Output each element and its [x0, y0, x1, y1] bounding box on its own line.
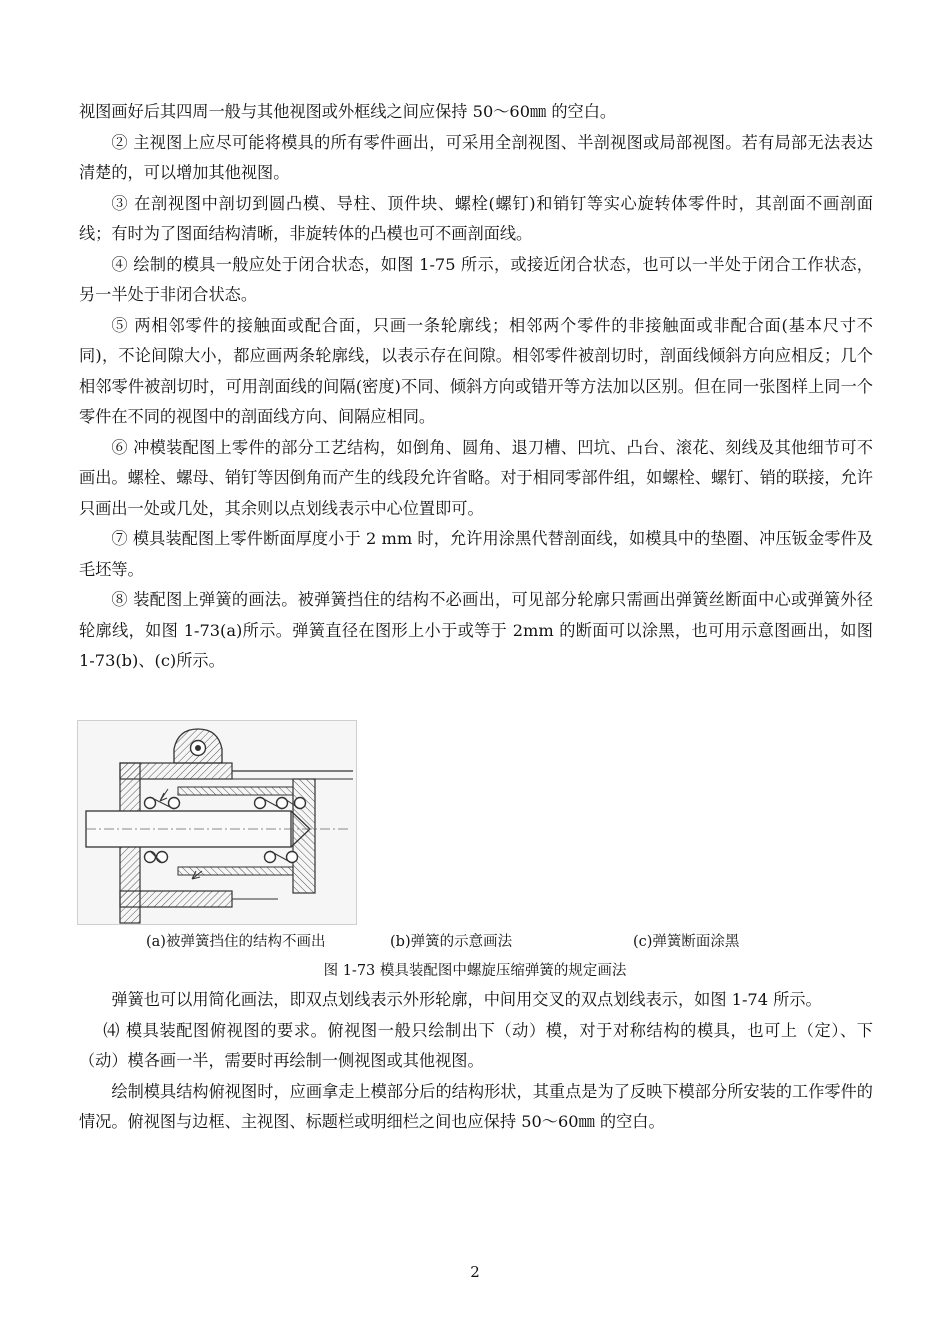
paragraph: 视图画好后其四周一般与其他视图或外框线之间应保持 50～60㎜ 的空白。 [79, 102, 617, 121]
figure-subcaptions [0, 930, 950, 954]
paragraph-section-4: ⑷ 模具装配图俯视图的要求。俯视图一般只绘制出下（动）模，对于对称结构的模具，也可上（定）、下（动）模各画一半，需要时再绘制一侧视图或其他视图。 [79, 1020, 873, 1070]
caption-a: (a)被弹簧挡住的结构不画出 [146, 934, 326, 950]
paragraph-item-5: ⑤ 两相邻零件的接触面或配合面，只画一条轮廓线；相邻两个零件的非接触面或非配合面(基本尺寸不同)，不论间隙大小，都应画两条轮廓线，以表示存在间隙。相邻零件被剖切时，剖面线倾斜方向应相反；几个相邻零件被剖切时，可用剖面线的间隔(密度)不同、倾斜方向或错开等方法加以区别。但在同一张图样上同一个零件在不同的视图中的剖面线方向、间隔应相同。 [79, 315, 873, 426]
paragraph-item-6: ⑥ 冲模装配图上零件的部分工艺结构，如倒角、圆角、退刀槽、凹坑、凸台、滚花、刻线及其他细节可不画出。螺栓、螺母、销钉等因倒角而产生的线段允许省略。对于相同零部件组，如螺栓、螺钉、销的联接，允许只画出一处或几处，其余则以点划线表示中心位置即可。 [79, 437, 873, 518]
paragraph-top-view: 绘制模具结构俯视图时，应画拿走上模部分后的结构形状，其重点是为了反映下模部分所安装的工作零件的情况。俯视图与边框、主视图、标题栏或明细栏之间也应保持 50～60㎜ 的空白。 [79, 1081, 873, 1131]
paragraph-item-4: ④ 绘制的模具一般应处于闭合状态，如图 1-75 所示，或接近闭合状态，也可以一半处于闭合工作状态，另一半处于非闭合状态。 [79, 254, 873, 304]
spring-drawing-figure [77, 720, 357, 925]
page-number: 2 [470, 1263, 480, 1281]
paragraph-item-8: ⑧ 装配图上弹簧的画法。被弹簧挡住的结构不必画出，可见部分轮廓只需画出弹簧丝断面中心或弹簧外径轮廓线，如图 1-73(a)所示。弹簧直径在图形上小于或等于 2mm 的断面可以涂黑，也可用示意图画出，如图 1-73(b)、(c)所示。 [79, 590, 873, 670]
caption-b: (b)弹簧的示意画法 [390, 934, 513, 950]
paragraph-item-3: ③ 在剖视图中剖切到圆凸模、导柱、顶件块、螺栓(螺钉)和销钉等实心旋转体零件时，其剖面不画剖面线；有时为了图面结构清晰，非旋转体的凸模也可不画剖面线。 [79, 193, 873, 243]
body-text-bottom [79, 985, 873, 1138]
caption-c: (c)弹簧断面涂黑 [633, 934, 740, 950]
spring-assembly-illustration [78, 721, 356, 924]
paragraph-spring-simplified: 弹簧也可以用简化画法，即双点划线表示外形轮廓，中间用交叉的双点划线表示，如图 1-74 所示。 [111, 990, 822, 1009]
body-text-top [79, 97, 873, 677]
paragraph-item-7: ⑦ 模具装配图上零件断面厚度小于 2 mm 时，允许用涂黑代替剖面线，如模具中的垫圈、冲压钣金零件及毛坯等。 [79, 529, 873, 579]
paragraph-item-2: ② 主视图上应尽可能将模具的所有零件画出，可采用全剖视图、半剖视图或局部视图。若有局部无法表达清楚的，可以增加其他视图。 [79, 132, 873, 182]
figure-title: 图 1-73 模具装配图中螺旋压缩弹簧的规定画法 [323, 963, 627, 979]
